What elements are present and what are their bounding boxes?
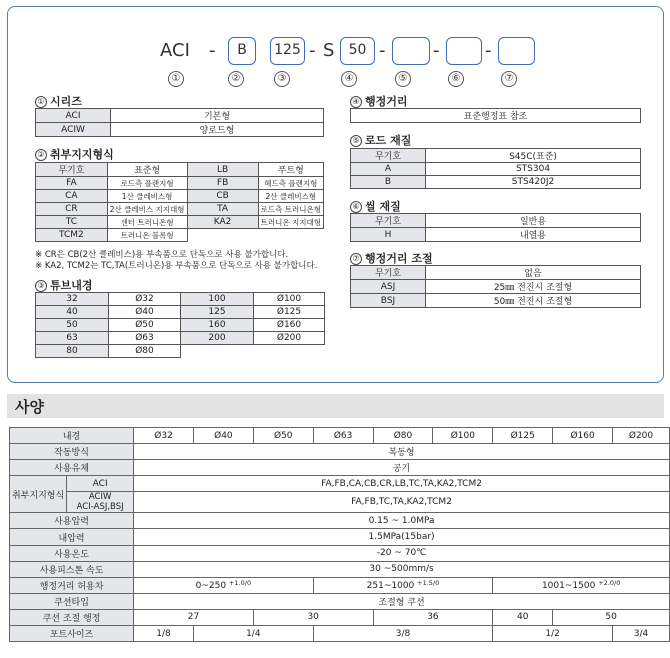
code-field-rod bbox=[392, 37, 430, 65]
mount-title bbox=[35, 146, 114, 162]
table-row bbox=[36, 109, 324, 123]
table-row bbox=[351, 149, 641, 163]
table-cell: TCM2 bbox=[36, 229, 108, 242]
table-cell: 1.5MPa(15bar) bbox=[134, 529, 670, 545]
table-cell: TC bbox=[36, 216, 108, 229]
table-cell: 기본형 bbox=[111, 109, 324, 123]
spec-label: 내압력 bbox=[10, 529, 134, 545]
table-cell: Ø160 bbox=[254, 319, 325, 332]
table-row bbox=[36, 190, 324, 203]
table-cell: 40 bbox=[493, 609, 553, 625]
table-cell: 표준형 bbox=[107, 163, 187, 177]
table-row bbox=[351, 163, 641, 176]
code-field-mount: B bbox=[228, 37, 256, 65]
table-row bbox=[36, 306, 325, 319]
text: 튜브내경 bbox=[50, 279, 93, 292]
table-cell: Ø80 bbox=[373, 428, 433, 444]
table-cell bbox=[187, 229, 258, 242]
table-row bbox=[36, 163, 324, 177]
table-cell: Ø63 bbox=[313, 428, 373, 444]
series-title bbox=[35, 93, 82, 109]
text: ② bbox=[35, 149, 47, 161]
table-cell: 80 bbox=[36, 345, 109, 358]
mount-note: ※ KA2, TCM2는 TC,TA(트러니온)용 부속품으로 단독으로 사용 불가합니다. bbox=[35, 261, 318, 271]
table-cell bbox=[181, 345, 254, 358]
table-cell: 27 bbox=[134, 609, 254, 625]
table-row bbox=[36, 293, 325, 306]
table-cell: 공기 bbox=[134, 460, 670, 476]
spec-label: 사용피스톤 속도 bbox=[10, 561, 134, 577]
table-cell: Ø50 bbox=[109, 319, 181, 332]
table-cell: 63 bbox=[36, 332, 109, 345]
table-cell: ACIW bbox=[36, 123, 111, 137]
table-row bbox=[36, 229, 324, 242]
text: ⑥ bbox=[350, 201, 362, 213]
table-cell: H bbox=[351, 228, 426, 242]
table-cell: 30 ~500mm/s bbox=[134, 561, 670, 577]
text: ACI-ASJ,BSJ bbox=[76, 502, 124, 513]
code-number-1: ① bbox=[168, 71, 184, 87]
table-cell: 3/4 bbox=[613, 626, 670, 642]
table-row bbox=[36, 203, 324, 216]
table-cell: 복동형 bbox=[134, 444, 670, 460]
table-row bbox=[36, 319, 325, 332]
table-row bbox=[36, 332, 325, 345]
table-cell: 0~250 $^{+1.0/0}$ bbox=[134, 577, 314, 593]
adjust-table bbox=[350, 265, 641, 308]
table-cell: 32 bbox=[36, 293, 109, 306]
spec-label: 행정거리 허용차 bbox=[10, 577, 134, 593]
table-cell: 무기호 bbox=[351, 266, 426, 280]
spec-label: 취부지지형식 bbox=[10, 476, 67, 513]
code-s: S bbox=[323, 40, 335, 61]
code-dash: - bbox=[433, 40, 440, 61]
text: 행정거리 조절 bbox=[365, 252, 433, 265]
table-cell: 1산 클레비스형 bbox=[107, 190, 187, 203]
code-number-6: ⑥ bbox=[448, 71, 464, 87]
table-row bbox=[36, 123, 324, 137]
code-field-adjust bbox=[498, 37, 535, 65]
code-number-2: ② bbox=[228, 71, 244, 87]
text: ⑤ bbox=[350, 135, 362, 147]
text: ACIW bbox=[88, 492, 112, 503]
table-row bbox=[10, 609, 670, 625]
table-cell: 100 bbox=[181, 293, 254, 306]
text: ③ bbox=[35, 280, 47, 292]
table-cell: 로드측 트러니온형 bbox=[258, 203, 323, 216]
text: 0~250 bbox=[195, 581, 227, 592]
table-cell: Ø40 bbox=[193, 428, 253, 444]
text: ④ bbox=[350, 96, 362, 108]
spec-header bbox=[7, 394, 664, 418]
table-cell: Ø100 bbox=[433, 428, 493, 444]
text: 시리즈 bbox=[50, 95, 82, 108]
code-number-5: ⑤ bbox=[395, 71, 411, 87]
table-cell: 200 bbox=[181, 332, 254, 345]
table-cell: 일반용 bbox=[426, 214, 641, 228]
stroke-title bbox=[350, 93, 408, 109]
spec-label: 작동방식 bbox=[10, 444, 134, 460]
mount-table bbox=[35, 162, 324, 242]
code-field-seal bbox=[446, 37, 482, 65]
spec-label: 내경 bbox=[10, 428, 134, 444]
table-cell: Ø63 bbox=[109, 332, 181, 345]
code-field-stroke: 50 bbox=[340, 37, 375, 65]
table-cell: 160 bbox=[181, 319, 254, 332]
text: 로드 재질 bbox=[365, 134, 412, 147]
stroke-table bbox=[350, 108, 641, 123]
table-cell: FA,FB,TC,TA,KA2,TCM2 bbox=[134, 492, 670, 513]
text: +2.0 bbox=[598, 579, 614, 588]
spec-label: 사용압력 bbox=[10, 513, 134, 529]
table-row bbox=[10, 577, 670, 593]
table-row bbox=[36, 177, 324, 190]
table-cell: 1001~1500 $^{+2.0/0}$ bbox=[493, 577, 670, 593]
table-row bbox=[351, 294, 641, 308]
spec-label: 포트사이즈 bbox=[10, 626, 134, 642]
table-cell: STS420J2 bbox=[426, 176, 641, 189]
table-cell: Ø40 bbox=[109, 306, 181, 319]
ordering-code-panel bbox=[7, 6, 664, 383]
table-cell: Ø80 bbox=[109, 345, 181, 358]
table-cell: 센터 트러니온형 bbox=[107, 216, 187, 229]
table-cell: 2산 클레비스 지지대형 bbox=[107, 203, 187, 216]
table-cell bbox=[254, 345, 325, 358]
text: +1.5 bbox=[417, 579, 433, 588]
table-cell: -20 ~ 70℃ bbox=[134, 545, 670, 561]
code-dash: - bbox=[209, 40, 216, 61]
seal-title bbox=[350, 198, 401, 214]
table-cell: FB bbox=[187, 177, 258, 190]
table-cell: 내열용 bbox=[426, 228, 641, 242]
table-cell: A bbox=[351, 163, 426, 176]
table-cell: Ø125 bbox=[254, 306, 325, 319]
table-row bbox=[10, 593, 670, 609]
table-cell: 트러니온 블록형 bbox=[107, 229, 187, 242]
table-cell: CB bbox=[187, 190, 258, 203]
mount-note: ※ CR은 CB(2산 클레비스)용 부속품으로 단독으로 사용 불가합니다. bbox=[35, 250, 289, 260]
table-cell: Ø200 bbox=[254, 332, 325, 345]
table-cell: S45C(표준) bbox=[426, 149, 641, 163]
table-cell: 표준행정표 참조 bbox=[351, 109, 641, 123]
text: +1.0 bbox=[228, 579, 245, 588]
table-cell: FA,FB,CA,CB,CR,LB,TC,TA,KA2,TCM2 bbox=[134, 476, 670, 492]
code-field-bore: 125 bbox=[270, 37, 305, 65]
code-prefix: ACI bbox=[160, 40, 190, 61]
table-cell: 푸트형 bbox=[258, 163, 323, 177]
table-cell: Ø200 bbox=[613, 428, 670, 444]
table-cell: STS304 bbox=[426, 163, 641, 176]
table-row bbox=[10, 460, 670, 476]
table-row bbox=[10, 444, 670, 460]
table-cell: 30 bbox=[253, 609, 373, 625]
table-cell: 36 bbox=[373, 609, 493, 625]
text: 행정거리 bbox=[365, 95, 408, 108]
table-cell: 251~1000 $^{+1.5/0}$ bbox=[313, 577, 493, 593]
table-cell: 무기호 bbox=[351, 214, 426, 228]
text: 0 bbox=[616, 579, 621, 588]
table-cell: 0.15 ~ 1.0MPa bbox=[134, 513, 670, 529]
table-cell: 50 bbox=[36, 319, 109, 332]
table-row bbox=[36, 216, 324, 229]
table-cell: BSJ bbox=[351, 294, 426, 308]
table-cell: 50㎜ 전진시 조절형 bbox=[426, 294, 641, 308]
rod-title bbox=[350, 132, 411, 148]
rod-table bbox=[350, 148, 641, 189]
text: 씰 재질 bbox=[365, 200, 401, 213]
spec-label: 쿠션 조절 행정 bbox=[10, 609, 134, 625]
table-cell: Ø100 bbox=[254, 293, 325, 306]
text: ① bbox=[35, 96, 47, 108]
table-cell bbox=[258, 229, 323, 242]
table-cell: 없음 bbox=[426, 266, 641, 280]
table-cell: 트러니온 지지대형 bbox=[258, 216, 323, 229]
code-dash: - bbox=[309, 40, 316, 61]
table-cell: 3/8 bbox=[313, 626, 493, 642]
table-cell: B bbox=[351, 176, 426, 189]
table-cell: 40 bbox=[36, 306, 109, 319]
spec-title: 사양 bbox=[15, 398, 44, 416]
spec-table bbox=[9, 427, 670, 642]
table-row bbox=[10, 428, 670, 444]
spec-label: 사용온도 bbox=[10, 545, 134, 561]
ordering-code bbox=[160, 37, 560, 67]
table-cell: 50 bbox=[553, 609, 670, 625]
table-cell: 1/8 bbox=[134, 626, 194, 642]
text: 1001~1500 bbox=[541, 581, 596, 592]
code-number-3: ③ bbox=[274, 71, 290, 87]
table-cell: Ø125 bbox=[493, 428, 553, 444]
table-cell: 125 bbox=[181, 306, 254, 319]
text: 취부지지형식 bbox=[50, 148, 114, 161]
table-cell: 25㎜ 전진시 조절형 bbox=[426, 280, 641, 294]
spec-label: 쿠션타입 bbox=[10, 593, 134, 609]
table-row bbox=[10, 476, 670, 492]
bore-table bbox=[35, 292, 325, 358]
code-dash: - bbox=[379, 40, 386, 61]
table-row bbox=[351, 176, 641, 189]
table-cell: CA bbox=[36, 190, 108, 203]
table-cell: TA bbox=[187, 203, 258, 216]
adjust-title bbox=[350, 250, 433, 266]
table-cell: CR bbox=[36, 203, 108, 216]
table-row bbox=[351, 280, 641, 294]
table-row bbox=[10, 513, 670, 529]
code-number-7: ⑦ bbox=[501, 71, 517, 87]
table-row bbox=[10, 529, 670, 545]
spec-label: 사용유체 bbox=[10, 460, 134, 476]
table-cell: ACI bbox=[67, 476, 134, 492]
table-cell: LB bbox=[187, 163, 258, 177]
table-cell: 조절형 쿠션 bbox=[134, 593, 670, 609]
table-cell: Ø160 bbox=[553, 428, 613, 444]
table-cell: ACI bbox=[36, 109, 111, 123]
table-row bbox=[36, 345, 325, 358]
table-row bbox=[351, 109, 641, 123]
bore-title bbox=[35, 277, 93, 293]
table-cell: 양로드형 bbox=[111, 123, 324, 137]
table-row bbox=[10, 545, 670, 561]
table-cell: Ø32 bbox=[134, 428, 194, 444]
table-cell: 무기호 bbox=[351, 149, 426, 163]
text: ⑦ bbox=[350, 253, 362, 265]
table-row bbox=[351, 266, 641, 280]
table-cell: 헤드측 플랜지형 bbox=[258, 177, 323, 190]
table-row bbox=[10, 561, 670, 577]
table-cell bbox=[67, 492, 134, 513]
table-cell: Ø50 bbox=[253, 428, 313, 444]
table-row bbox=[351, 228, 641, 242]
table-cell: 무기호 bbox=[36, 163, 108, 177]
text: 251~1000 bbox=[366, 581, 415, 592]
table-cell: ASJ bbox=[351, 280, 426, 294]
table-cell: 2산 클레비스형 bbox=[258, 190, 323, 203]
table-cell: 1/2 bbox=[493, 626, 613, 642]
table-row bbox=[351, 214, 641, 228]
table-cell: KA2 bbox=[187, 216, 258, 229]
series-table bbox=[35, 108, 324, 137]
table-cell: Ø32 bbox=[109, 293, 181, 306]
table-cell: 로드측 플랜지형 bbox=[107, 177, 187, 190]
code-dash: - bbox=[485, 40, 492, 61]
code-number-4: ④ bbox=[341, 71, 357, 87]
table-cell: FA bbox=[36, 177, 108, 190]
text: 0 bbox=[435, 579, 440, 588]
seal-table bbox=[350, 213, 641, 242]
table-row bbox=[10, 492, 670, 513]
text: 0 bbox=[246, 579, 252, 588]
table-cell: 1/4 bbox=[193, 626, 313, 642]
table-row bbox=[10, 626, 670, 642]
